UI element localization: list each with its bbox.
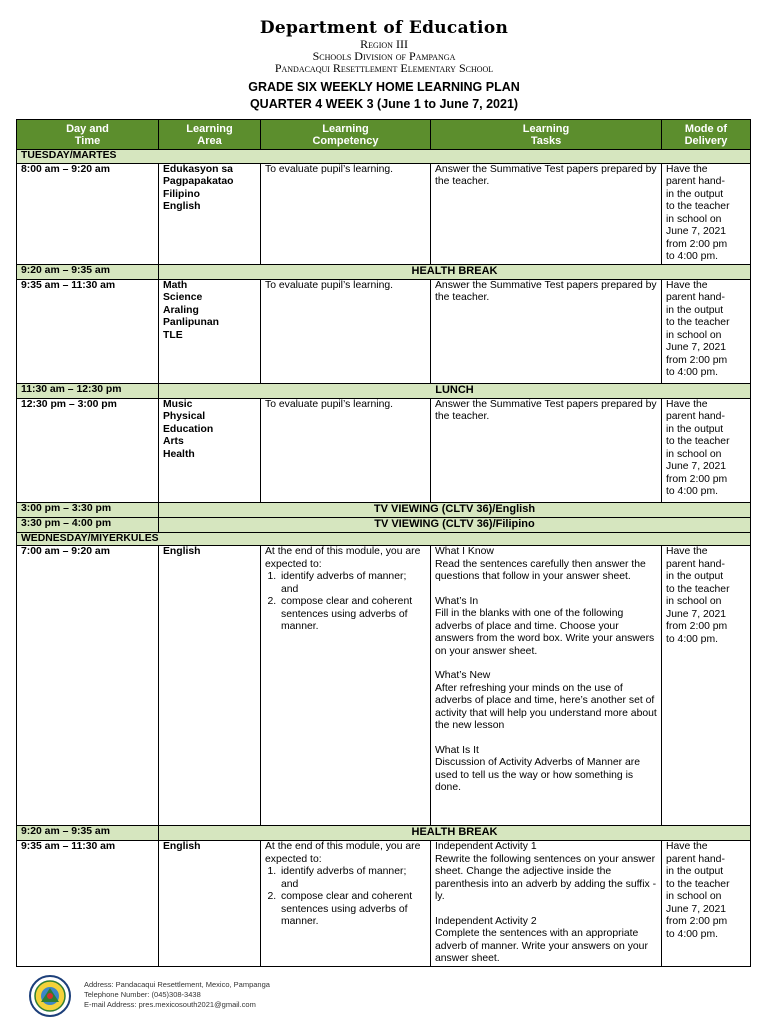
- table-row: [17, 163, 751, 264]
- delivery-line: from 2:00 pm: [666, 621, 728, 632]
- contact-info: [84, 980, 270, 1010]
- day-label: WEDNESDAY/MIYERKULES: [17, 532, 751, 546]
- region-name: Region III: [360, 37, 408, 51]
- delivery-line: to the teacher: [666, 317, 730, 328]
- delivery-line: to 4:00 pm.: [666, 486, 718, 497]
- delivery-cell: [662, 163, 751, 264]
- delivery-line: in school on: [666, 448, 722, 460]
- delivery-cell: [662, 279, 751, 383]
- plan-subtitle: QUARTER 4 WEEK 3 (June 1 to June 7, 2021): [249, 97, 519, 111]
- division-name: Schools Division of Pampanga: [312, 49, 456, 63]
- tasks-cell: [431, 841, 662, 967]
- learning-area-cell: Math Science Araling Panlipunan TLE: [159, 279, 261, 383]
- delivery-line: Have the: [666, 398, 708, 410]
- col-learning-competency: Learning Competency: [261, 120, 431, 150]
- footer: [24, 972, 744, 1016]
- break-row: [17, 826, 751, 841]
- delivery-line: to 4:00 pm.: [666, 928, 718, 940]
- learning-area-cell: Music Physical Education Arts Health: [159, 398, 261, 502]
- list-item: 1. identify adverbs of manner; and: [279, 866, 426, 891]
- task-title: What Is It: [435, 744, 479, 756]
- task-title: What’s In: [435, 595, 479, 607]
- break-row: [17, 264, 751, 279]
- break-time: 9:20 am – 9:35 am: [17, 264, 159, 279]
- delivery-line: to the teacher: [666, 878, 730, 890]
- delivery-line: parent hand-: [666, 411, 725, 422]
- delivery-line: in school on: [666, 596, 722, 607]
- list-item: 2. compose clear and coherent sentences using adverbs of manner.: [279, 891, 426, 929]
- table-row: [17, 546, 751, 826]
- delivery-line: to 4:00 pm.: [666, 367, 718, 378]
- task-body: Read the sentences carefully then answer the questions that follow in your answer sheet.: [435, 558, 646, 582]
- delivery-line: June 7, 2021: [666, 461, 727, 472]
- task-body: Fill in the blanks with one of the following adverbs of place and time. Choose your answers from the word box. Write your answers on your answer sheet.: [435, 608, 655, 657]
- delivery-cell: [662, 546, 751, 826]
- task-body: Rewrite the following sentences on your answer sheet. Change the adjective inside the parenthesis into an adverb by adding the suffix -ly.: [435, 853, 657, 902]
- plan-title: GRADE SIX WEEKLY HOME LEARNING PLAN: [248, 80, 520, 94]
- task-title: What’s New: [435, 670, 491, 681]
- competency-cell: At the end of this module, you are expected to: 1. identify adverbs of manner; and 2. compose clear and coherent sentences using adverbs of manner.: [261, 841, 431, 967]
- objectives-list: [265, 571, 426, 634]
- delivery-line: to 4:00 pm.: [666, 251, 718, 262]
- delivery-line: in the output: [666, 423, 724, 435]
- delivery-cell: [662, 398, 751, 502]
- delivery-line: in the output: [666, 866, 724, 877]
- tv-viewing-time: 3:30 pm – 4:00 pm: [17, 517, 159, 532]
- delivery-line: in the output: [666, 571, 724, 582]
- delivery-line: June 7, 2021: [666, 226, 727, 237]
- school-seal-icon: [24, 975, 76, 1017]
- delivery-line: to the teacher: [666, 436, 730, 447]
- col-mode-of-delivery: Mode of Delivery: [662, 120, 751, 150]
- delivery-line: from 2:00 pm: [666, 354, 728, 366]
- department-name: Department of Education: [259, 18, 509, 38]
- break-time: 9:20 am – 9:35 am: [17, 826, 159, 841]
- task-body: After refreshing your minds on the use of adverbs of place and time, here’s another set of activity that will help you understand more about the new lesson: [435, 682, 657, 731]
- delivery-line: in the output: [666, 304, 724, 316]
- task-title: What I Know: [435, 546, 494, 557]
- learning-area-cell: English: [159, 546, 261, 826]
- lunch-time: 11:30 am – 12:30 pm: [17, 383, 159, 398]
- delivery-line: Have the: [666, 163, 708, 175]
- delivery-line: from 2:00 pm: [666, 238, 728, 250]
- delivery-line: June 7, 2021: [666, 903, 727, 915]
- break-label: HEALTH BREAK: [159, 826, 751, 841]
- delivery-line: from 2:00 pm: [666, 916, 728, 927]
- delivery-line: Have the: [666, 841, 708, 852]
- delivery-line: Have the: [666, 279, 708, 291]
- competency-cell: To evaluate pupil’s learning.: [261, 279, 431, 383]
- tasks-cell: [431, 546, 662, 826]
- delivery-line: in school on: [666, 329, 722, 341]
- objectives-list: [265, 866, 426, 929]
- time-cell: 9:35 am – 11:30 am: [17, 841, 159, 967]
- tv-viewing-label: TV VIEWING (CLTV 36)/Filipino: [159, 517, 751, 532]
- delivery-line: June 7, 2021: [666, 342, 727, 353]
- time-cell: 7:00 am – 9:20 am: [17, 546, 159, 826]
- day-row-wednesday: [17, 532, 751, 546]
- delivery-line: in school on: [666, 213, 722, 225]
- learning-area-cell: Edukasyon sa Pagpapakatao Filipino English: [159, 163, 261, 264]
- col-learning-tasks: Learning Tasks: [431, 120, 662, 150]
- task-body: Complete the sentences with an appropriate adverb of manner. Write your answers on your answer sheet.: [435, 928, 648, 964]
- delivery-line: Have the: [666, 546, 708, 557]
- email-text: E-mail Address: pres.mexicosouth2021@gmail.com: [84, 1000, 256, 1009]
- delivery-line: to 4:00 pm.: [666, 633, 718, 645]
- table-row: [17, 841, 751, 967]
- tv-viewing-row-english: [17, 502, 751, 517]
- delivery-line: parent hand-: [666, 558, 725, 570]
- tv-viewing-label: TV VIEWING (CLTV 36)/English: [159, 502, 751, 517]
- table-row: [17, 279, 751, 383]
- time-cell: 12:30 pm – 3:00 pm: [17, 398, 159, 502]
- day-row-tuesday: [17, 150, 751, 164]
- delivery-line: to the teacher: [666, 583, 730, 595]
- time-cell: 8:00 am – 9:20 am: [17, 163, 159, 264]
- break-label: HEALTH BREAK: [159, 264, 751, 279]
- list-item: 2. compose clear and coherent sentences using adverbs of manner.: [279, 596, 426, 634]
- task-title: Independent Activity 2: [435, 915, 537, 927]
- lunch-row: [17, 383, 751, 398]
- tasks-cell: Answer the Summative Test papers prepared by the teacher.: [431, 398, 662, 502]
- task-title: Independent Activity 1: [435, 841, 537, 852]
- school-name: Pandacaqui Resettlement Elementary School: [274, 61, 494, 75]
- delivery-line: parent hand-: [666, 853, 725, 865]
- competency-cell: At the end of this module, you are expected to: 1. identify adverbs of manner; and 2. compose clear and coherent sentences using adverbs of manner.: [261, 546, 431, 826]
- delivery-line: in school on: [666, 891, 722, 902]
- table-header-row: [17, 120, 751, 150]
- delivery-line: June 7, 2021: [666, 608, 727, 620]
- tasks-cell: Answer the Summative Test papers prepared by the teacher.: [431, 163, 662, 264]
- learning-plan-table: [16, 119, 751, 967]
- time-cell: 9:35 am – 11:30 am: [17, 279, 159, 383]
- delivery-cell: [662, 841, 751, 967]
- tv-viewing-row-filipino: [17, 517, 751, 532]
- delivery-line: to the teacher: [666, 201, 730, 212]
- letterhead: [0, 18, 768, 74]
- competency-cell: To evaluate pupil’s learning.: [261, 163, 431, 264]
- col-learning-area: Learning Area: [159, 120, 261, 150]
- learning-area-cell: English: [159, 841, 261, 967]
- col-day-time: Day and Time: [17, 120, 159, 150]
- delivery-line: parent hand-: [666, 176, 725, 187]
- telephone-text: Telephone Number: (045)308-3438: [84, 990, 201, 999]
- lunch-label: LUNCH: [159, 383, 751, 398]
- delivery-line: in the output: [666, 188, 724, 200]
- delivery-line: parent hand-: [666, 292, 725, 303]
- tv-viewing-time: 3:00 pm – 3:30 pm: [17, 502, 159, 517]
- delivery-line: from 2:00 pm: [666, 473, 728, 485]
- list-item: 1. identify adverbs of manner; and: [279, 571, 426, 596]
- competency-cell: To evaluate pupil’s learning.: [261, 398, 431, 502]
- address-text: Address: Pandacaqui Resettlement, Mexico, Pampanga: [84, 980, 270, 989]
- table-row: [17, 398, 751, 502]
- task-body: Discussion of Activity Adverbs of Manner are used to tell us the way or how something is done.: [435, 757, 641, 793]
- day-label: TUESDAY/MARTES: [17, 150, 751, 164]
- tasks-cell: Answer the Summative Test papers prepared by the teacher.: [431, 279, 662, 383]
